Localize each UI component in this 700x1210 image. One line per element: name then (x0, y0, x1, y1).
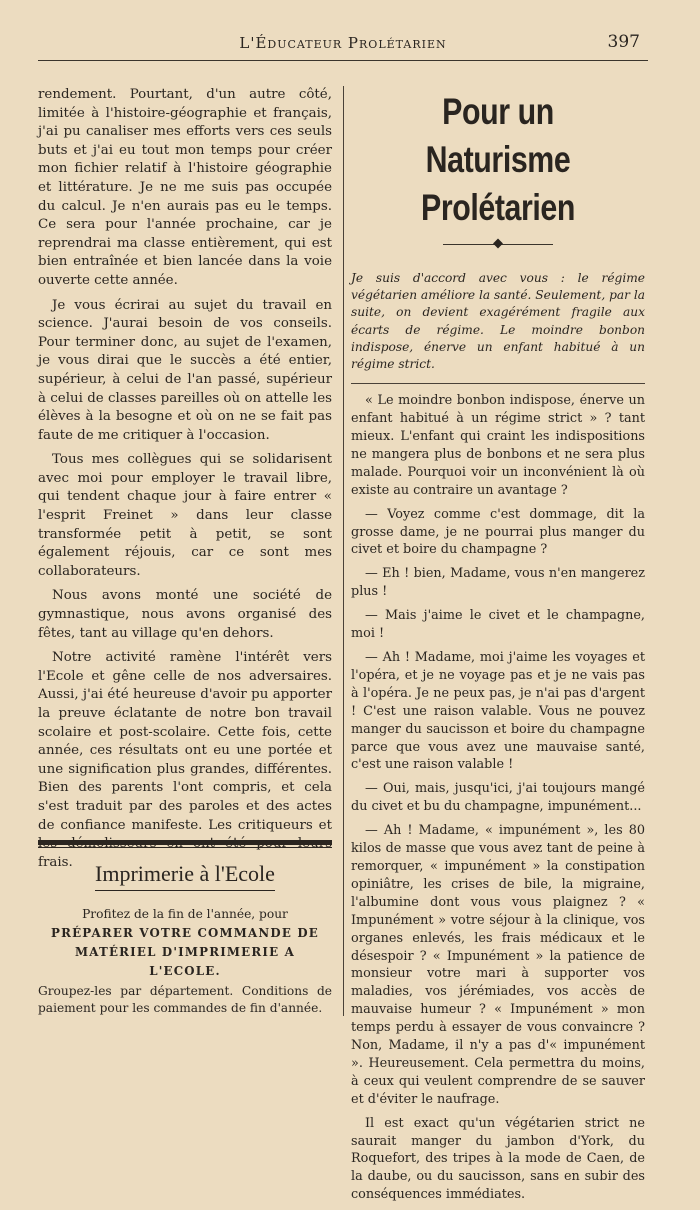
page-number: 397 (607, 32, 640, 52)
advertisement-box (38, 860, 332, 1017)
diamond-icon (493, 239, 503, 249)
ad-title: Imprimerie à l'Ecole (95, 860, 275, 891)
paragraph: Je vous écrirai au sujet du travail en science. J'aurai besoin de vos conseils. Pour terminer donc, au sujet de l'examen, je vous dirai que le succès a été entier, supérieur, à celui de l'an passé, supérieur à celui de classes pareilles où on attelle les élèves à la besogne et où on ne se fait pas faute de me critiquer à l'occasion. (38, 297, 332, 443)
paragraph: « Le moindre bonbon indispose, énerve un enfant habitué à un régime strict » ? tant mieux. L'enfant qui craint les indispositions ne mangera plus de bonbons et ne sera plus malade. Pourquoi voir un inconvénient là où existe au contraire un avantage ? (351, 393, 645, 498)
paragraph: Tous mes collègues qui se solidarisent avec moi pour employer le travail libre, qui tendent chaque jour à faire entrer « l'esprit Freinet » dans leur classe transformée petit à petit, se sont également réjouis, car ce sont mes collaborateurs. (38, 452, 332, 579)
article-title (377, 88, 618, 232)
right-column (351, 86, 645, 1210)
paragraph: rendement. Pourtant, d'un autre côté, limitée à l'histoire-géographie et français, j'ai pu canaliser mes efforts vers ces seuls buts et j'ai eu tout mon temps pour créer mon fichier relatif à l'histoire géographie et littérature. Je ne me suis pas occupée du calcul. Je n'en aurais pas eu le temps. Ce sera pour l'année prochaine, car je reprendrai ma classe entièrement, qui est bien entraînée et bien lancée dans la voie ouverte cette année. (38, 87, 332, 288)
paragraph: — Ah ! Madame, « impunément », les 80 kilos de masse que vous avez tant de peine à remorquer, « impunément » la constipation opiniâtre, les crises de bile, la migraine, l'albumine dont vous vous plaignez ? « Impunément » votre séjour à la clinique, vos organes enlevés, les frais médicaux et le désespoir ? « Impunément » la patience de monsieur votre mari à supporter vos maladies, vos jérémiades, vos accès de mauvaise humeur ? « Impunément » mon temps perdu à essayer de vous convaincre ? Non, Madame, il n'y a pas d'« impunément ». Heureusement. Cela permettra du moins, à ceux qui veulent comprendre de se sauver et d'éviter le naufrage. (351, 823, 645, 1107)
left-column (38, 86, 332, 878)
paragraph: Nous avons monté une société de gymnastique, nous avons organisé des fêtes, tant au village qu'en dehors. (38, 588, 332, 641)
ad-top-rule (38, 840, 332, 845)
running-header (38, 34, 648, 61)
column-divider (343, 86, 344, 1016)
article-title-line: Prolétarien (420, 187, 575, 228)
ad-top-rule-thin (38, 847, 332, 848)
ornament-divider (351, 238, 645, 252)
journal-title: L'Éducateur Prolétarien (239, 34, 447, 52)
paragraph: — Eh ! bien, Madame, vous n'en mangerez plus ! (351, 566, 645, 600)
paragraph: Il est exact qu'un végétarien strict ne saurait manger du jambon d'York, du Roquefort, des tripes à la mode de Caen, de la daube, ou du saucisson, sans en subir des conséquences immédiates. (351, 1115, 645, 1203)
paragraph: — Oui, mais, jusqu'ici, j'ai toujours mangé du civet et bu du champagne, impunément... (351, 781, 645, 815)
paragraph: Notre activité ramène l'intérêt vers l'Ecole et gêne celle de nos adversaires. Aussi, j'ai été heureuse d'avoir pu apporter la preuve éclatante de notre bon travail scolaire et post-scolaire. Cette fois, cette année, ces résultats ont eu une portée et une signification plus grandes, différentes. Bien des parents l'ont compris, et cela s'est traduit par des paroles et des actes de confiance manifeste. Les critiqueurs et frais. (38, 650, 332, 870)
article-intro: Je suis d'accord avec vous : le régime végétarien améliore la santé. Seulement, par la suite, on devient exagérément fragile aux écarts de régime. Le moindre bonbon indispose, énerve un enfant habitué à un régime strict. (351, 270, 645, 384)
ad-conditions: Groupez-les par département. Conditions de paiement pour les commandes de fin d'année. (38, 984, 332, 1015)
paragraph: — Voyez comme c'est dommage, dit la grosse dame, je ne pourrai plus manger du civet et boire du champagne ? (351, 506, 645, 558)
paragraph: — Mais j'aime le civet et le champagne, moi ! (351, 608, 645, 642)
ad-caps-text: PRÉPARER VOTRE COMMANDE DE MATÉRIEL D'IMPRIMERIE A L'ECOLE. (51, 926, 319, 978)
paragraph: — Ah ! Madame, moi j'aime les voyages et l'opéra, et je ne voyage pas et je ne vais pas à l'opéra. Je ne peux pas, je n'ai pas d'argent ! C'est une raison valable. Vous ne pouvez manger du saucisson et boire du champagne parce que vous avez une mauvaise santé, c'est une raison valable ! (351, 650, 645, 773)
article-title-line: Pour un Naturisme (425, 91, 571, 180)
ad-line: Profitez de la fin de l'année, pour (82, 907, 288, 921)
